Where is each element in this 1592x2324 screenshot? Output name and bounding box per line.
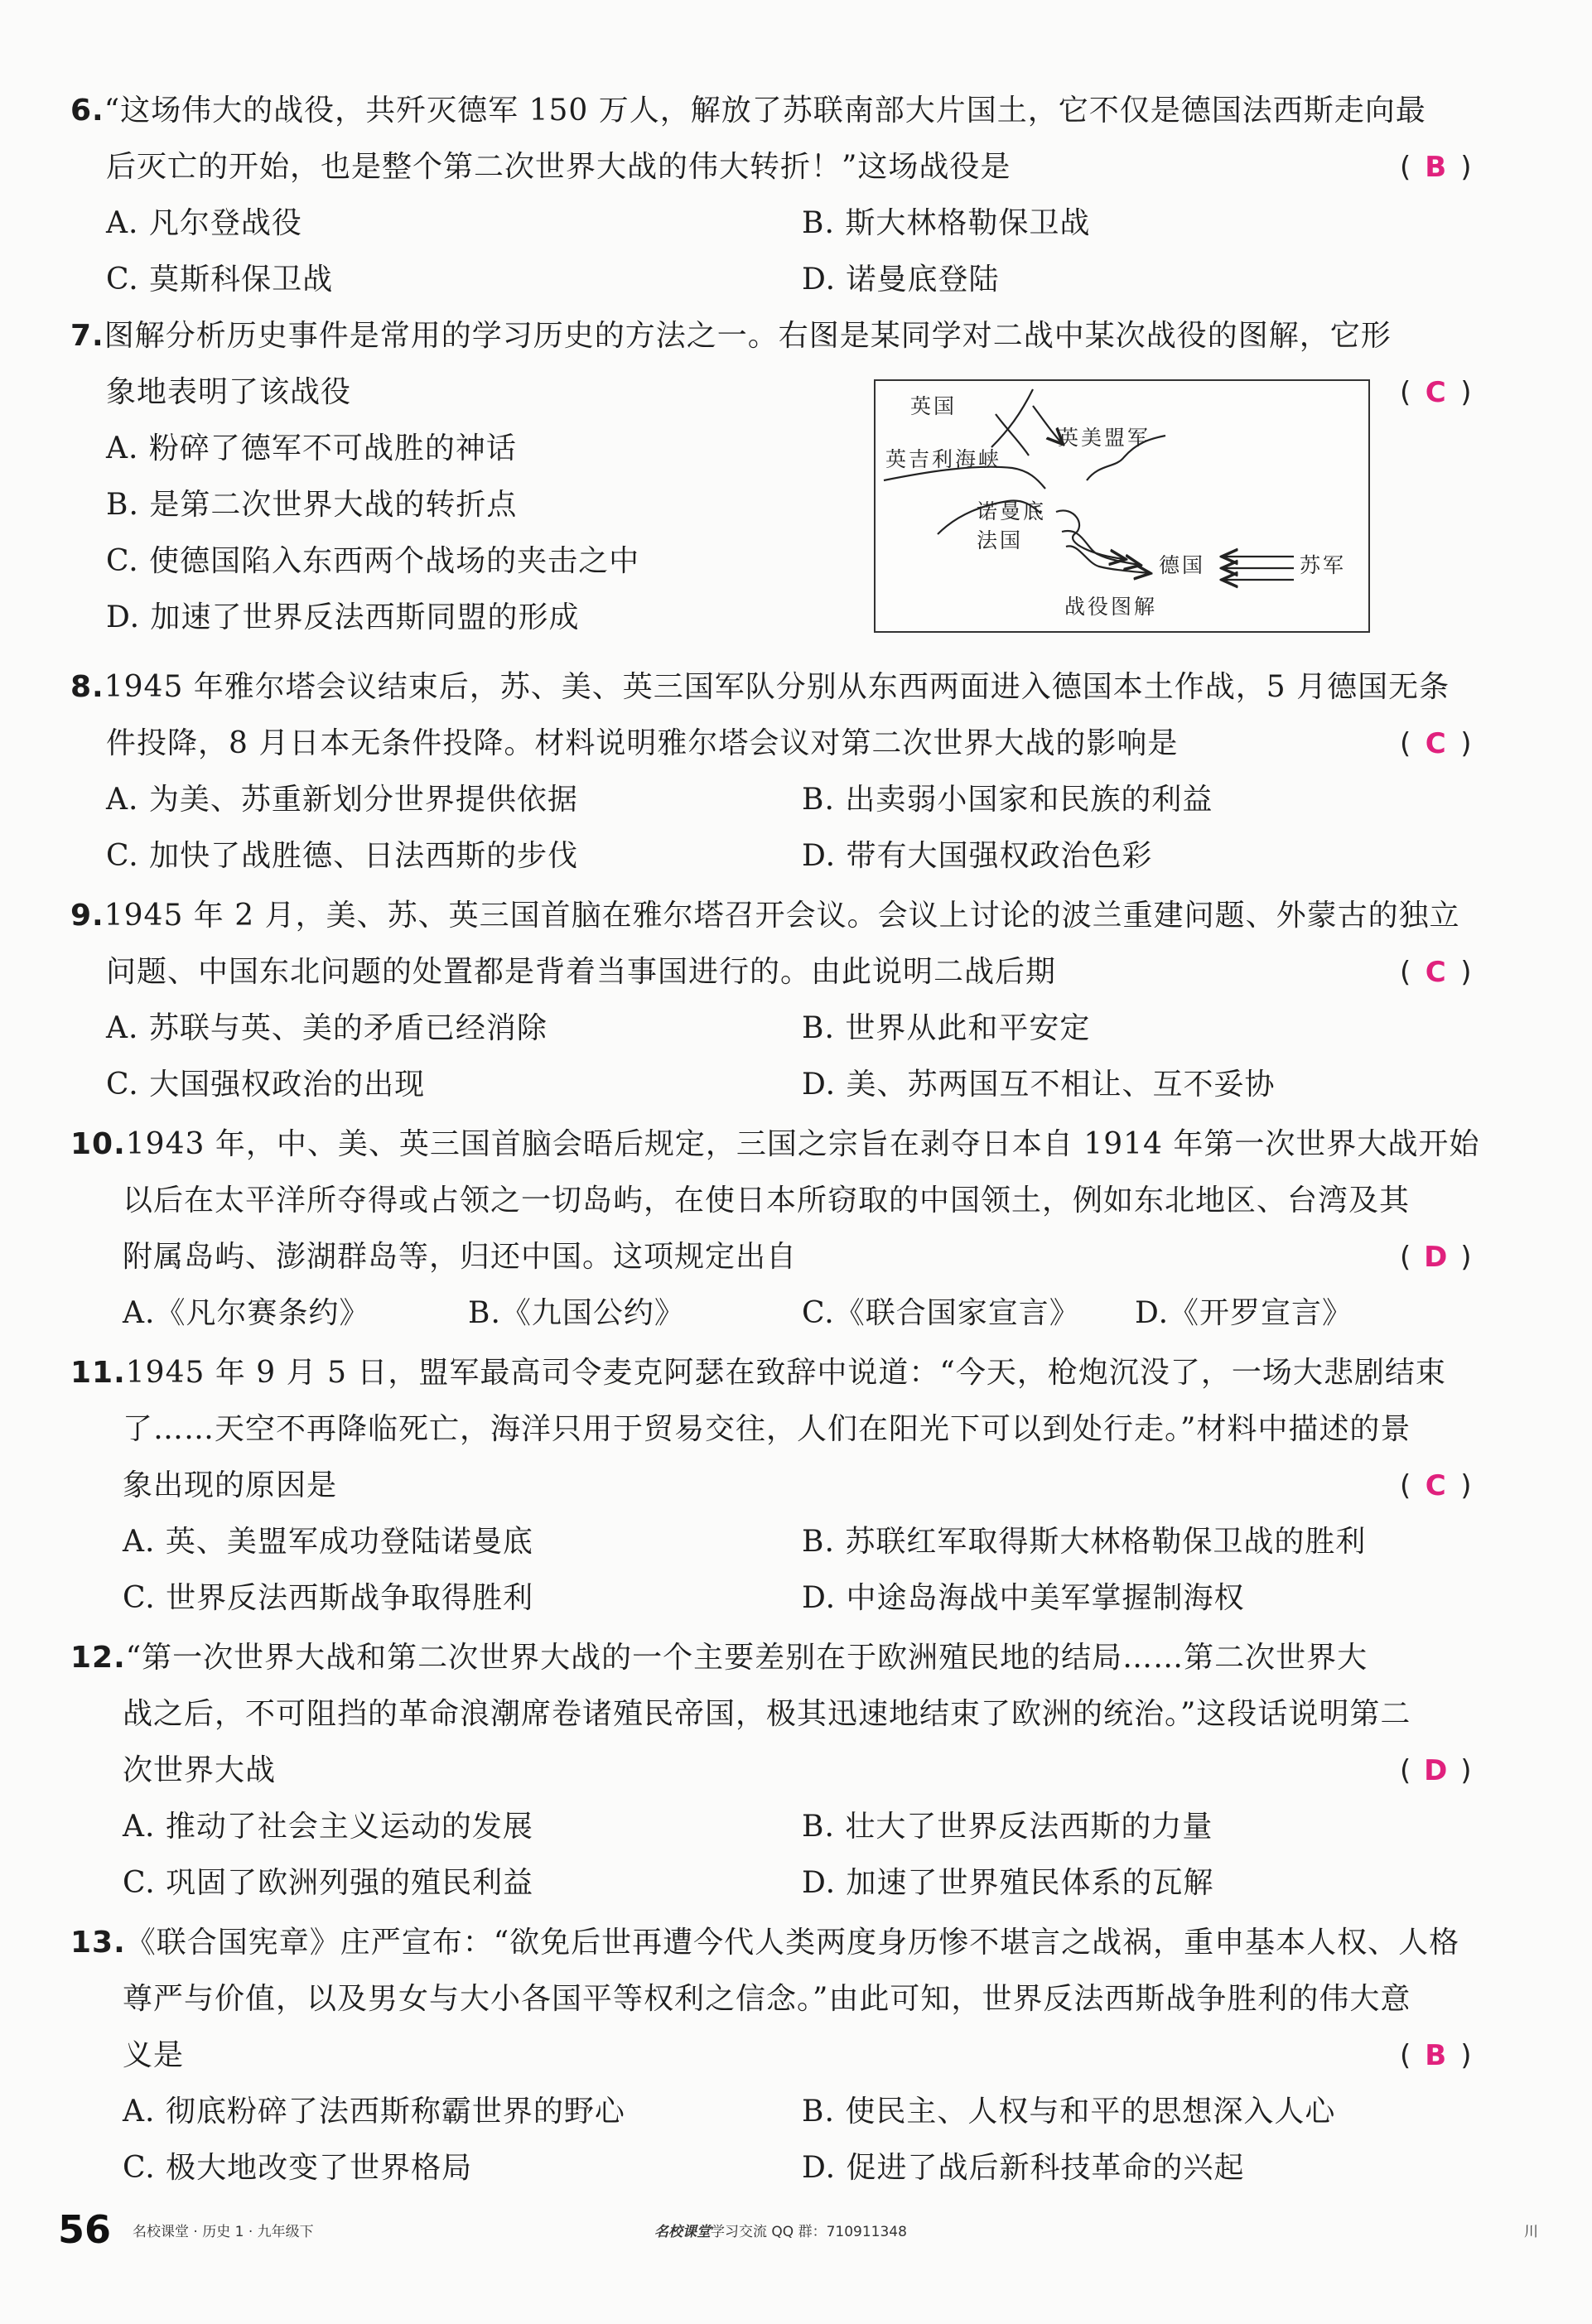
question-text-line: 7.图解分析历史事件是常用的学习历史的方法之一。右图是某同学对二战中某次战役的图解，它形 — [70, 319, 1392, 353]
answer-bracket: ( B ) — [1400, 2039, 1472, 2072]
label-normandy: 诺曼底 — [977, 499, 1047, 523]
question-text-line: 9.1945 年 2 月，美、苏、英三国首脑在雅尔塔召开会议。会议上讨论的波兰重建问题、外蒙古的独立 — [70, 899, 1460, 933]
question-text-line: 12.“第一次世界大战和第二次世界大战的一个主要差别在于欧洲殖民地的结局……第二次世界大 — [70, 1641, 1368, 1675]
question-text-line: 8.1945 年雅尔塔会议结束后，苏、美、英三国军队分别从东西两面进入德国本土作战，5 月德国无条 — [70, 670, 1450, 704]
answer-letter: D — [1424, 1241, 1448, 1274]
question-text-line: 以后在太平洋所夺得或占领之一切岛屿，在使日本所窃取的中国领土，例如东北地区、台湾及其 — [123, 1184, 1411, 1217]
battle-diagram — [874, 379, 1370, 633]
label-soviet: 苏军 — [1300, 553, 1347, 577]
option-d: D. 中途岛海战中美军掌握制海权 — [802, 1581, 1245, 1615]
option-a: A. 凡尔登战役 — [106, 206, 302, 240]
footer-series: 名校课堂 · 历史 1 · 九年级下 — [133, 2224, 314, 2240]
answer-letter: C — [1425, 1469, 1446, 1502]
label-uk: 英国 — [910, 394, 958, 418]
option-b: B. 出卖弱小国家和民族的利益 — [802, 783, 1213, 817]
answer-letter: C — [1425, 956, 1446, 989]
option-a: A. 苏联与英、美的矛盾已经消除 — [106, 1011, 548, 1045]
question-number: 9. — [70, 899, 104, 933]
question-number: 7. — [70, 319, 104, 353]
question-text-line: 件投降，8 月日本无条件投降。材料说明雅尔塔会议对第二次世界大战的影响是 — [106, 726, 1179, 760]
option-a: A. 英、美盟军成功登陆诺曼底 — [123, 1525, 533, 1559]
option-b: B. 苏联红军取得斯大林格勒保卫战的胜利 — [802, 1525, 1367, 1559]
option-a: A. 粉碎了德军不可战胜的神话 — [106, 432, 517, 465]
option-b: B. 使民主、人权与和平的思想深入人心 — [802, 2095, 1336, 2129]
label-channel: 英吉利海峡 — [885, 447, 1002, 471]
answer-bracket: ( C ) — [1400, 376, 1472, 409]
question-number: 10. — [70, 1127, 126, 1161]
question-text-line: 义是 — [123, 2038, 185, 2072]
label-germany: 德国 — [1159, 553, 1206, 577]
option-b: B. 壮大了世界反法西斯的力量 — [802, 1810, 1213, 1844]
option-d: D. 美、苏两国互不相让、互不妥协 — [802, 1068, 1276, 1102]
answer-letter: D — [1424, 1754, 1448, 1787]
option-a: A.《凡尔赛条约》 — [123, 1296, 370, 1330]
question-text-line: 10.1943 年，中、美、英三国首脑会晤后规定，三国之宗旨在剥夺日本自 1914 年第一次世界大战开始 — [70, 1127, 1480, 1161]
footer-corner-mark: 川 — [1524, 2224, 1538, 2240]
answer-bracket: ( C ) — [1400, 727, 1472, 760]
diagram-caption: 战役图解 — [1064, 595, 1158, 619]
question-number: 13. — [70, 1926, 126, 1960]
answer-letter: C — [1425, 376, 1446, 409]
footer-brand: 名校课堂 — [654, 2224, 711, 2240]
option-b: B. 斯大林格勒保卫战 — [802, 206, 1091, 240]
question-text-line: 后灭亡的开始，也是整个第二次世界大战的伟大转折！”这场战役是 — [106, 150, 1011, 184]
answer-bracket: ( D ) — [1400, 1754, 1472, 1787]
label-france: 法国 — [977, 528, 1024, 552]
answer-bracket: ( B ) — [1400, 151, 1472, 184]
option-d: D. 加速了世界反法西斯同盟的形成 — [106, 600, 580, 634]
question-text-line: 附属岛屿、澎湖群岛等，归还中国。这项规定出自 — [123, 1240, 798, 1274]
option-c: C. 大国强权政治的出现 — [106, 1068, 426, 1102]
option-c: C. 加快了战胜德、日法西斯的步伐 — [106, 839, 579, 873]
question-text-line: 次世界大战 — [123, 1753, 277, 1787]
option-b: B. 世界从此和平安定 — [802, 1011, 1091, 1045]
option-d: D. 带有大国强权政治色彩 — [802, 839, 1153, 873]
option-d: D. 诺曼底登陆 — [802, 263, 1000, 297]
question-number: 11. — [70, 1356, 126, 1390]
page-number: 56 — [58, 2207, 112, 2252]
answer-letter: B — [1425, 151, 1447, 184]
answer-bracket: ( C ) — [1400, 1469, 1472, 1502]
option-c: C. 莫斯科保卫战 — [106, 263, 334, 297]
answer-bracket: ( D ) — [1400, 1241, 1472, 1274]
question-number: 6. — [70, 94, 104, 128]
label-allied: 英美盟军 — [1058, 426, 1151, 450]
option-b: B. 是第二次世界大战的转折点 — [106, 488, 518, 522]
option-a: A. 彻底粉碎了法西斯称霸世界的野心 — [123, 2095, 625, 2129]
question-text-line: 了……天空不再降临死亡，海洋只用于贸易交往，人们在阳光下可以到处行走。”材料中描述的景 — [123, 1412, 1411, 1446]
option-c: C. 世界反法西斯战争取得胜利 — [123, 1581, 534, 1615]
question-number: 12. — [70, 1641, 126, 1675]
option-d: D. 加速了世界殖民体系的瓦解 — [802, 1866, 1214, 1900]
answer-letter: C — [1425, 727, 1446, 760]
option-b: B.《九国公约》 — [468, 1296, 685, 1330]
question-text-line: 尊严与价值，以及男女与大小各国平等权利之信念。”由此可知，世界反法西斯战争胜利的伟大意 — [123, 1982, 1411, 2016]
option-c: C. 极大地改变了世界格局 — [123, 2151, 473, 2185]
option-a: A. 为美、苏重新划分世界提供依据 — [106, 783, 578, 817]
question-text-line: 6.“这场伟大的战役，共歼灭德军 150 万人，解放了苏联南部大片国土，它不仅是德国法西斯走向最 — [70, 94, 1426, 128]
question-text-line: 问题、中国东北问题的处置都是背着当事国进行的。由此说明二战后期 — [106, 955, 1057, 989]
question-text-line: 象出现的原因是 — [123, 1468, 338, 1502]
question-number: 8. — [70, 670, 104, 704]
answer-letter: B — [1425, 2039, 1447, 2072]
option-c: C.《联合国家宣言》 — [802, 1296, 1080, 1330]
footer-qq: 名校课堂学习交流 QQ 群：710911348 — [654, 2224, 907, 2240]
question-text-line: 13.《联合国宪章》庄严宣布：“欲免后世再遭今代人类两度身历惨不堪言之战祸，重申基本人权、人格 — [70, 1926, 1460, 1960]
option-d: D. 促进了战后新科技革命的兴起 — [802, 2151, 1245, 2185]
option-c: C. 巩固了欧洲列强的殖民利益 — [123, 1866, 534, 1900]
option-c: C. 使德国陷入东西两个战场的夹击之中 — [106, 544, 640, 578]
question-text-line: 象地表明了该战役 — [106, 375, 352, 409]
answer-bracket: ( C ) — [1400, 956, 1472, 989]
option-a: A. 推动了社会主义运动的发展 — [123, 1810, 533, 1844]
option-d: D.《开罗宣言》 — [1135, 1296, 1353, 1330]
question-text-line: 战之后，不可阻挡的革命浪潮席卷诸殖民帝国，极其迅速地结束了欧洲的统治。”这段话说明第二 — [123, 1697, 1411, 1731]
question-text-line: 11.1945 年 9 月 5 日，盟军最高司令麦克阿瑟在致辞中说道：“今天，枪炮沉没了，一场大悲剧结束 — [70, 1356, 1446, 1390]
